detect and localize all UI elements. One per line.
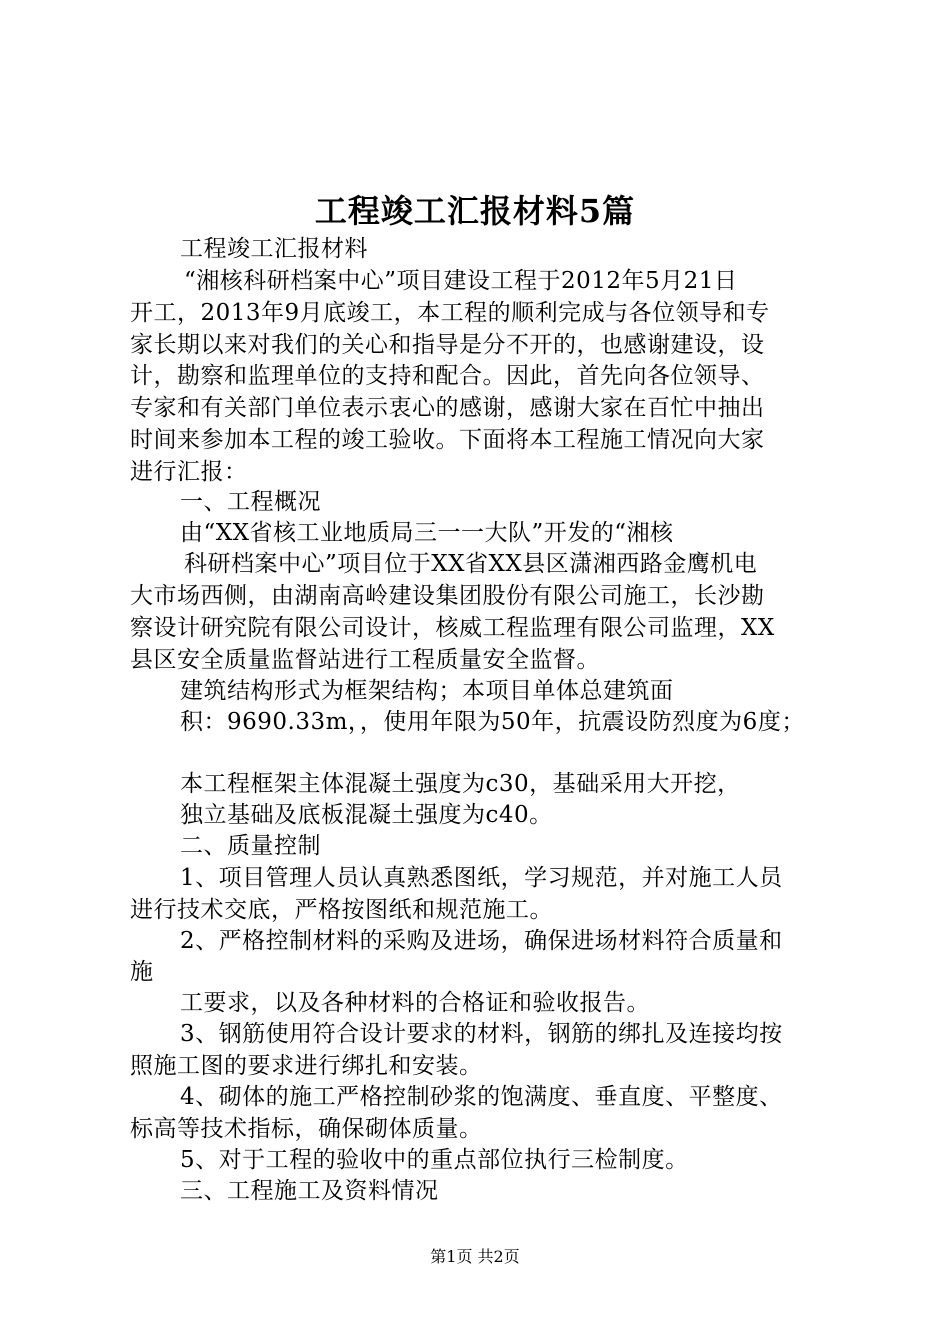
paragraph-line: 时间来参加本工程的竣工验收。下面将本工程施工情况向大家 [130,427,765,453]
paragraph-line: 4、砌体的施工严格控制砂浆的饱满度、垂直度、平整度、 [180,1084,783,1110]
paragraph-line: 家长期以来对我们的关心和指导是分不开的，也感谢建设，设 [130,332,765,358]
paragraph-line: 照施工图的要求进行绑扎和安装。 [130,1053,483,1079]
paragraph-line: 进行技术交底，严格按图纸和规范施工。 [130,897,553,923]
paragraph-line: 县区安全质量监督站进行工程质量安全监督。 [130,647,600,673]
paragraph-line: 由“XX省核工业地质局三一一大队”开发的“湘核 [180,520,674,546]
paragraph-line: 积：9690.33m，，使用年限为50年，抗震设防烈度为6度； [180,709,805,735]
section-heading: 一、工程概况 [180,489,321,515]
section-heading: 二、质量控制 [180,833,321,859]
paragraph-line: 科研档案中心”项目位于XX省XX县区潇湘西路金鹰机电 [184,551,758,577]
paragraph-line: 2、严格控制材料的采购及进场，确保进场材料符合质量和 [180,928,783,954]
page-footer: 第1页 共2页 [430,1247,520,1266]
paragraph-line: 计，勘察和监理单位的支持和配合。因此，首先向各位领导、 [130,363,765,389]
paragraph-line: 建筑结构形式为框架结构；本项目单体总建筑面 [180,678,674,704]
paragraph-line: 大市场西侧，由湖南高岭建设集团股份有限公司施工，长沙勘 [130,583,765,609]
section-heading: 三、工程施工及资料情况 [180,1178,439,1204]
paragraph-line: 3、钢筋使用符合设计要求的材料，钢筋的绑扎及连接均按 [180,1021,783,1047]
paragraph-line: 工程竣工汇报材料 [180,236,368,262]
paragraph-line: 1、项目管理人员认真熟悉图纸，学习规范，并对施工人员 [180,865,783,891]
paragraph-line: 独立基础及底板混凝土强度为c40。 [180,802,553,828]
paragraph-line: 施 [130,959,154,985]
paragraph-line: 5、对于工程的验收中的重点部位执行三检制度。 [180,1147,689,1173]
paragraph-line: “湘核科研档案中心”项目建设工程于2012年5月21日 [184,268,738,294]
document-title: 工程竣工汇报材料5篇 [314,192,636,230]
paragraph-line: 工要求，以及各种材料的合格证和验收报告。 [180,990,650,1016]
paragraph-line: 本工程框架主体混凝土强度为c30，基础采用大开挖， [180,771,741,797]
paragraph-line: 标高等技术指标，确保砌体质量。 [130,1116,483,1142]
paragraph-line: 专家和有关部门单位表示衷心的感谢，感谢大家在百忙中抽出 [130,395,765,421]
paragraph-line: 开工，2013年9月底竣工，本工程的顺利完成与各位领导和专 [130,300,770,326]
paragraph-line: 察设计研究院有限公司设计，核威工程监理有限公司监理，XX [130,615,775,641]
paragraph-line: 进行汇报： [130,459,248,485]
